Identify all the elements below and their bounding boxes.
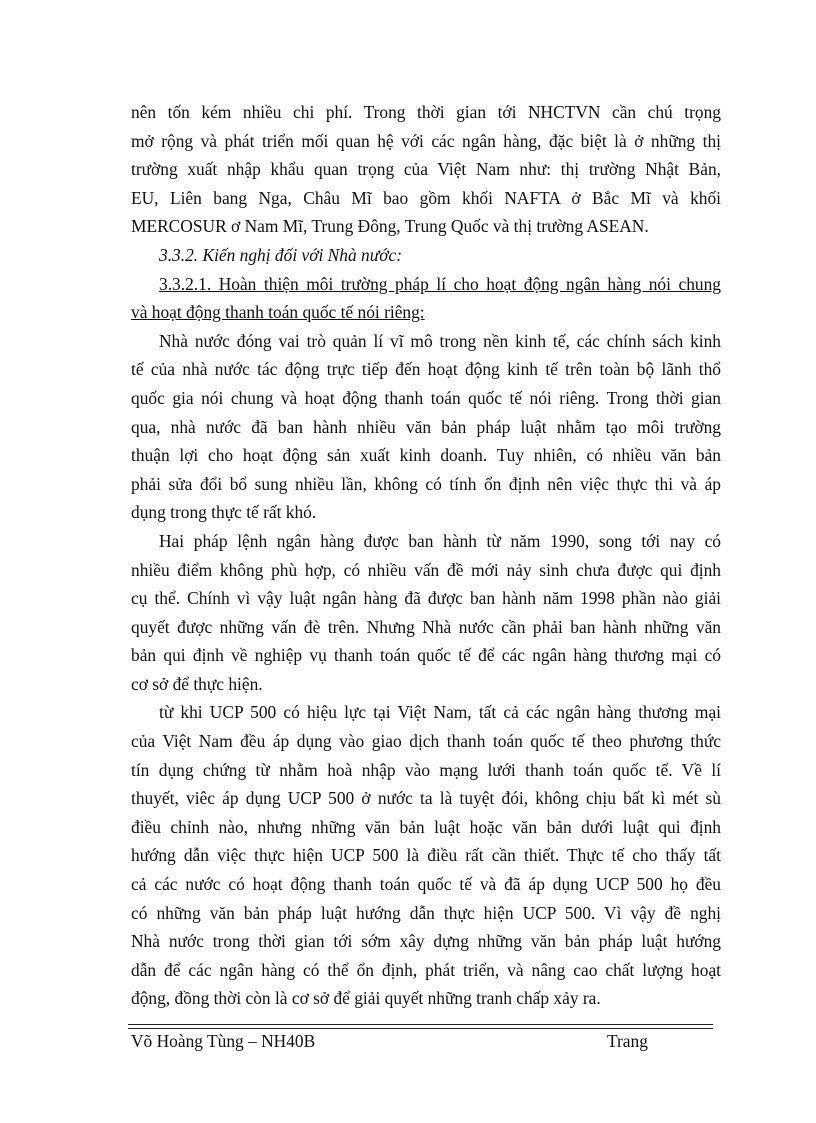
text-line: Nhà nước trong thời gian tới sớm xây dựng những văn bản pháp luật hướng [131, 931, 721, 952]
text-line: dẫn để các ngân hàng có thể ổn định, phát triển, và nâng cao chất lượng hoạt [131, 959, 721, 980]
text-line: trường xuất nhập khẩu quan trọng của Việt Nam như: thị trường Nhật Bản, [131, 159, 721, 180]
text-line: cơ sở để thực hiện. [131, 673, 263, 694]
subsection-heading-3-3-2-1-cont: và hoạt động thanh toán quốc tế nói riêng: [131, 302, 425, 323]
text-line: bản qui định về nghiệp vụ thanh toán quốc tế để các ngân hàng thương mại có [131, 645, 721, 666]
text-line: hướng dẫn việc thực hiện UCP 500 là điều rất cần thiết. Thực tế cho thấy tất [131, 845, 721, 866]
text-line: động, đồng thời còn là cơ sở để giải quyết những tranh chấp xảy ra. [131, 988, 601, 1009]
text-line: mở rộng và phát triển mối quan hệ với các ngân hàng, đặc biệt là ở những thị [131, 130, 721, 151]
text-line: có những văn bản pháp luật hướng dẫn thực hiện UCP 500. Vì vậy đề nghị [131, 902, 721, 923]
paragraph-start: Nhà nước đóng vai trò quản lí vĩ mô trong nền kinh tế, các chính sách kinh [159, 330, 721, 351]
text-line: quốc gia nói chung và hoạt động thanh toán quốc tế nói riêng. Trong thời gian [131, 387, 721, 408]
text-line: thuận lợi cho hoạt động sản xuất kinh doanh. Tuy nhiên, có nhiều văn bản [131, 445, 721, 466]
text-line: cụ thể. Chính vì vậy luật ngân hàng đã được ban hành năm 1998 phần nào giải [131, 588, 721, 609]
text-line: tế của nhà nước tác động trực tiếp đến hoạt động kinh tế trên toàn bộ lãnh thổ [131, 359, 721, 380]
paragraph-start: từ khi UCP 500 có hiệu lực tại Việt Nam, tất cả các ngân hàng thương mại [159, 702, 721, 723]
footer-page-label: Trang [607, 1031, 648, 1051]
text-line: của Việt Nam đều áp dụng vào giao dịch thanh toán quốc tế theo phương thức [131, 731, 721, 752]
footer-rule [128, 1024, 713, 1029]
document-body [131, 98, 721, 1013]
text-line: điều chỉnh nào, nhưng những văn bản luật hoặc văn bản dưới luật qui định [131, 816, 721, 837]
text-line: MERCOSUR ơ Nam Mĩ, Trung Đông, Trung Quốc và thị trường ASEAN. [131, 216, 649, 237]
section-heading-3-3-2: 3.3.2. Kiến nghị đối với Nhà nước: [159, 244, 402, 265]
text-line: dụng trong thực tế rất khó. [131, 502, 317, 523]
paragraph-start: Hai pháp lệnh ngân hàng được ban hành từ năm 1990, song tới nay có [159, 530, 721, 551]
text-line: quyết được những vấn đè trên. Nhưng Nhà nước cần phải ban hành những văn [131, 616, 721, 637]
text-line: qua, nhà nước đã ban hành nhiều văn bản pháp luật nhằm tạo môi trường [131, 416, 721, 437]
text-line: EU, Liên bang Nga, Châu Mĩ bao gồm khối NAFTA ở Bắc Mĩ và khối [131, 187, 721, 208]
text-line: nhiều điểm không phù hợp, có nhiều vấn đề mới nảy sinh chưa được qui định [131, 559, 721, 580]
text-line: phải sửa đổi bổ sung nhiều lần, không có tính ổn định nên việc thực thi và áp [131, 473, 721, 494]
text-line: thuyết, viêc áp dụng UCP 500 ở nước ta là tuyệt đói, không chịu bất kì mét sù [131, 788, 721, 809]
text-line: nên tốn kém nhiều chi phí. Trong thời gian tới NHCTVN cần chú trọng [131, 102, 721, 122]
text-line: tín dụng chứng từ nhằm hoà nhập vào mạng lưới thanh toán quốc tế. Về lí [131, 759, 721, 780]
footer-author: Võ Hoàng Tùng – NH40B [131, 1031, 316, 1051]
subsection-heading-3-3-2-1: 3.3.2.1. Hoàn thiện môi trường pháp lí cho hoạt động ngân hàng nói chung [159, 273, 721, 294]
text-line: cả các nước có hoạt động thanh toán quốc tế và đã áp dụng UCP 500 họ đều [131, 874, 721, 895]
